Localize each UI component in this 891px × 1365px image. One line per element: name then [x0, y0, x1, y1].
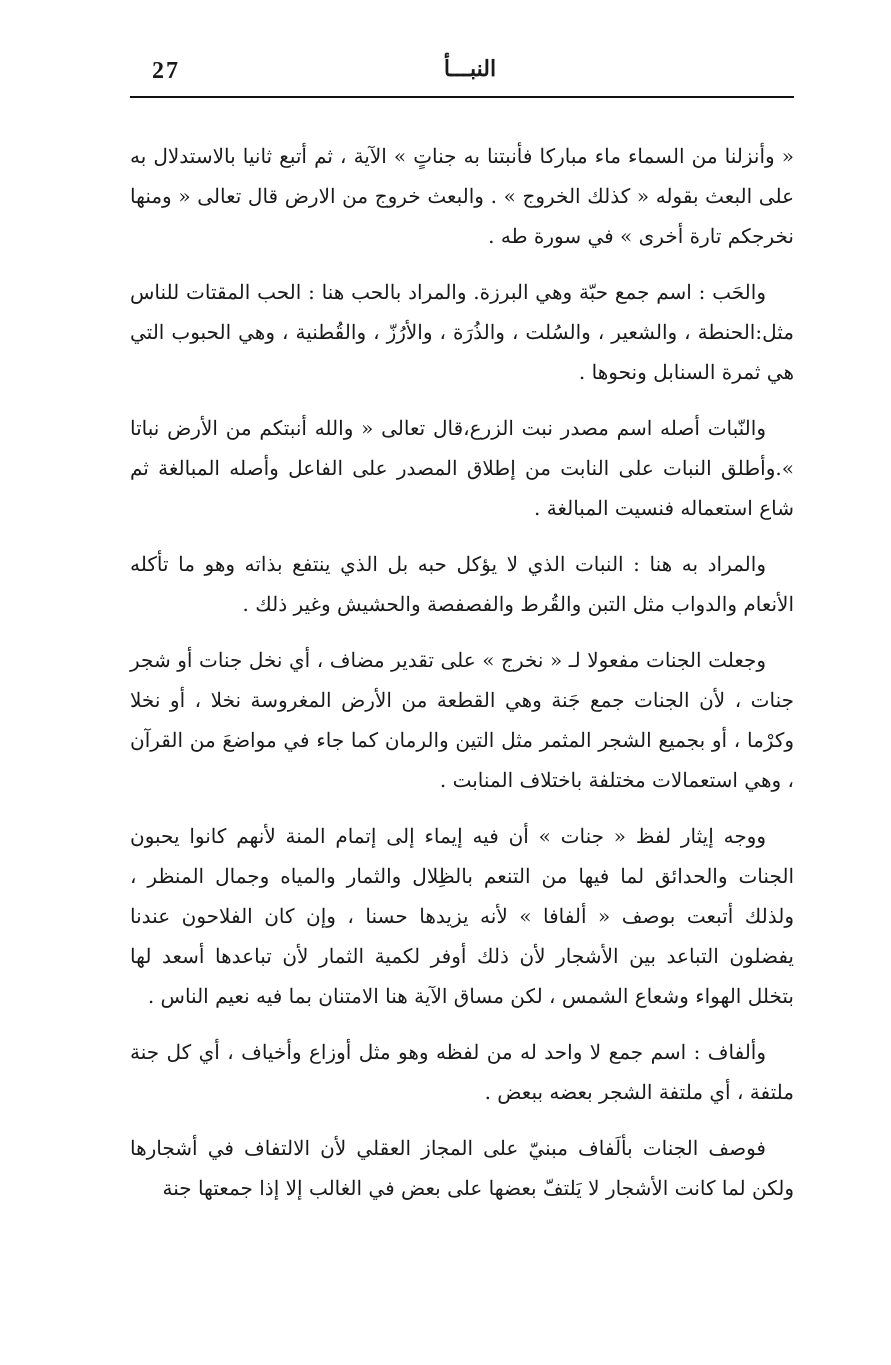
- running-title: النبـــأ: [443, 56, 497, 82]
- body-text: [130, 136, 794, 1224]
- paragraph: والمراد به هنا : النبات الذي لا يؤكل حبه بل الذي ينتفع بذاته وهو ما تأكله الأنعام والدواب مثل التبن والقُرط والفصفصة والحشيش وغير ذلك .: [130, 552, 794, 616]
- paragraph: « وأنزلنا من السماء ماء مباركا فأنبتنا به جناتٍ » الآية ، ثم أتبع ثانيا بالاستدلال به على البعث بقوله « كذلك الخروج » . والبعث خروج من الارض قال تعالى « ومنها نخرجكم تارة أخرى » في سورة طه .: [130, 144, 794, 248]
- page-number: 27: [152, 58, 180, 84]
- paragraph: والحَب : اسم جمع حبّة وهي البرزة. والمراد بالحب هنا : الحب المقتات للناس مثل:الحنطة ، والشعير ، والسُلت ، والذُرَة ، والأرُزّ ، والقُطنية ، وهي الحبوب التي هي ثمرة السنابل ونحوها .: [130, 280, 794, 384]
- paragraph: والنّبات أصله اسم مصدر نبت الزرع،قال تعالى « والله أنبتكم من الأرض نباتا ».وأطلق النبات على النابت من إطلاق المصدر على الفاعل وأصله المبالغة ثم شاع استعماله فنسيت المبالغة .: [130, 416, 794, 520]
- paragraph: ووجه إيثار لفظ « جنات » أن فيه إيماء إلى إتمام المنة لأنهم كانوا يحبون الجنات والحدائق لما فيها من التنعم بالظِلال والثمار والمياه وجمال المنظر ، ولذلك أتبعت بوصف « ألفافا » لأنه يزيدها حسنا ، وإن كان الفلاحون عندنا يفضلون التباعد بين الأشجار لأن ذلك أوفر لكمية الثمار لأن تباعدها أسعد لها بتخلل الهواء وشعاع الشمس ، لكن مساق الآية هنا الامتنان بما فيه نعيم الناس .: [130, 824, 795, 1008]
- page-header: [130, 52, 794, 96]
- paragraph: وجعلت الجنات مفعولا لـ « نخرج » على تقدير مضاف ، أي نخل جنات أو شجر جنات ، لأن الجنات جمع جَنة وهي القطعة من الأرض المغروسة نخلا ، أو نخلا وكرْما ، أو بجميع الشجر المثمر مثل التين والرمان كما جاء في مواضعَ من القرآن ، وهي استعمالات مختلفة باختلاف المنابت .: [130, 648, 795, 792]
- paragraph: فوصف الجنات بألَفاف مبنيّ على المجاز العقلي لأن الالتفاف في أشجارها ولكن لما كانت الأشجار لا يَلتفّ بعضها على بعض في الغالب إلا إذا جمعتها جنة: [130, 1136, 794, 1200]
- paragraph: وألفاف : اسم جمع لا واحد له من لفظه وهو مثل أوزاع وأخياف ، أي كل جنة ملتفة ، أي ملتفة الشجر بعضه ببعض .: [130, 1040, 794, 1104]
- header-divider: [130, 96, 794, 98]
